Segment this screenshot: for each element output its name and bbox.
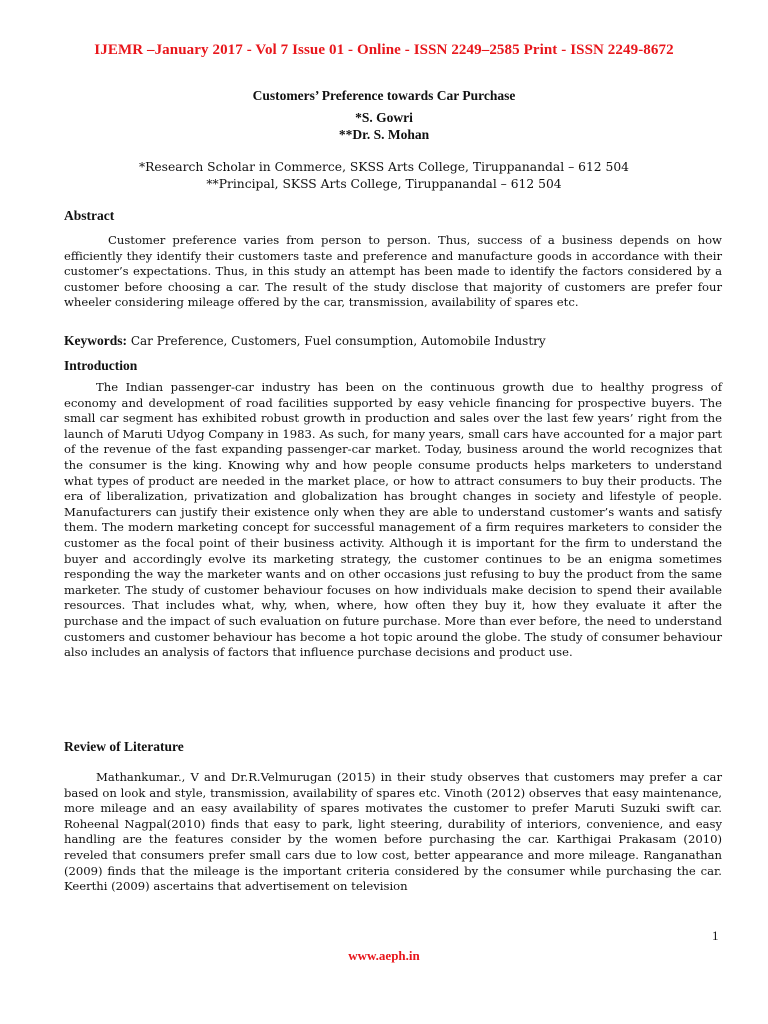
paper-title: Customers’ Preference towards Car Purchase (252, 88, 516, 103)
introduction-heading: Introduction (64, 358, 138, 373)
introduction-body (64, 380, 722, 661)
author-1: *S. Gowri (355, 110, 413, 125)
keywords (64, 333, 546, 349)
affiliation-2: **Principal, SKSS Arts College, Tiruppanandal – 612 504 (206, 177, 562, 191)
page-number: 1 (712, 928, 719, 943)
affiliation-1: *Research Scholar in Commerce, SKSS Arts College, Tiruppanandal – 612 504 (138, 160, 630, 174)
review-body (64, 770, 722, 895)
abstract-text: Customer preference varies from person to person. Thus, success of a business depends on how efficiently they identify their customers taste and preference and manufacture goods in accordance with their customer’s expectations. Thus, in this study an attempt has been made to identify the factors considered by a customer before choosing a car. The result of the study disclose that majority of customers are prefer four wheeler considering mileage offered by the car, transmission, availability of spares etc. (64, 233, 722, 310)
review-text: Mathankumar., V and Dr.R.Velmurugan (2015) in their study observes that customers may prefer a car based on look and style, transmission, availability of spares etc. Vinoth (2012) observes that easy maintenance, more mileage and an easy availability of spares motivates the customer to prefer Maruti Suzuki swift car. Roheenal Nagpal(2010) finds that easy to park, light steering, durability of interiors, convenience, and easy handling are the features consider by the women before purchasing the car. Karthigai Prakasam (2010) reveled that consumers prefer small cars due to low cost, better appearance and more mileage. Ranganathan (2009) finds that the mileage is the important criteria considered by the consumer while purchasing the car. Keerthi (2009) ascertains that advertisement on television (64, 770, 722, 894)
keywords-text: Car Preference, Customers, Fuel consumption, Automobile Industry (127, 334, 546, 348)
keywords-label: Keywords: (64, 333, 127, 348)
abstract-body (64, 233, 722, 311)
journal-header: IJEMR –January 2017 - Vol 7 Issue 01 - Online - ISSN 2249–2585 Print - ISSN 2249-8672 (94, 42, 674, 58)
author-2: **Dr. S. Mohan (338, 127, 430, 142)
review-heading: Review of Literature (64, 739, 184, 754)
abstract-heading: Abstract (64, 208, 115, 223)
footer-website: www.aeph.in (348, 948, 420, 963)
introduction-text: The Indian passenger-car industry has been on the continuous growth due to healthy progress of economy and development of road facilities supported by easy vehicle financing for prospective buyers. The small car segment has exhibited robust growth in production and sales over the last few years’ right from the launch of Maruti Udyog Company in 1983. As such, for many years, small cars have accounted for a major part of the revenue of the fast expanding passenger-car market. Today, business around the world recognizes that the consumer is the king. Knowing why and how people consume products helps marketers to understand what types of product are needed in the market place, or how to attract consumers to buy their products. The era of liberalization, privatization and globalization has brought changes in society and lifestyle of people. Manufacturers can justify their existence only when they are able to understand customer’s wants and satisfy them. The modern marketing concept for successful management of a firm requires marketers to consider the customer as the focal point of their business activity. Although it is important for the firm to understand the buyer and accordingly evolve its marketing strategy, the customer continues to be an enigma sometimes responding the way the marketer wants and on other occasions just refusing to buy the product from the same marketer. The study of customer behaviour focuses on how individuals make decision to spend their available resources. That includes what, why, when, where, how often they buy it, how they evaluate it after the purchase and the impact of such evaluation on future purchase. More than ever before, the need to understand customers and customer behaviour has become a hot topic around the globe. The study of consumer behaviour also includes an analysis of factors that influence purchase decisions and product use. (64, 380, 722, 660)
